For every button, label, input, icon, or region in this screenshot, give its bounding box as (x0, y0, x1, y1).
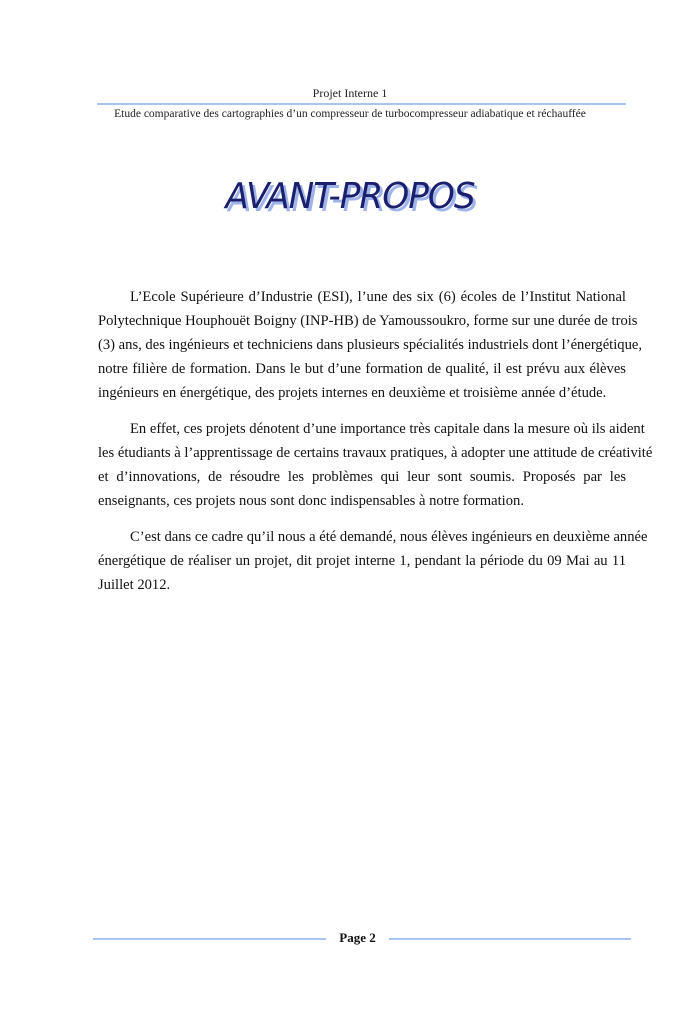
text-line: enseignants, ces projets nous sont donc indispensables à notre formation. (98, 493, 524, 509)
text-line: En effet, ces projets dénotent d’une importance très capitale dans la mesure où ils aident (130, 421, 645, 437)
header-subtitle: Etude comparative des cartographies d’un compresseur de turbocompresseur adiabatique et réchauffée (114, 108, 586, 120)
text-line: Polytechnique Houphouët Boigny (INP-HB) de Yamoussoukro, forme sur une durée de trois (98, 313, 638, 329)
text-line: (3) ans, des ingénieurs et techniciens dans plusieurs spécialités industriels dont l’énergétique, (98, 337, 643, 353)
page-heading: AVANT-PROPOS (225, 176, 475, 217)
text-line: notre filière de formation. Dans le but d’une formation de qualité, il est prévu aux élèves (98, 361, 626, 377)
paragraph-1 (98, 285, 643, 405)
paragraph-2 (98, 417, 653, 513)
text-line: Juillet 2012. (98, 577, 171, 593)
text-line: et d’innovations, de résoudre les problèmes qui leur sont soumis. Proposés par les (98, 469, 626, 485)
footer-rule-left (93, 938, 326, 940)
footer-rule-right (389, 938, 631, 940)
text-line: L’Ecole Supérieure d’Industrie (ESI), l’une des six (6) écoles de l’Institut National (130, 289, 626, 305)
text-line: énergétique de réaliser un projet, dit projet interne 1, pendant la période du 09 Mai au 11 (98, 553, 626, 569)
page-number: Page 2 (339, 930, 376, 945)
text-line: les étudiants à l’apprentissage de certains travaux pratiques, à adopter une attitude de créativité (98, 445, 653, 461)
text-line: C’est dans ce cadre qu’il nous a été demandé, nous élèves ingénieurs en deuxième année (130, 529, 648, 545)
header-rule (97, 103, 626, 105)
header-title: Projet Interne 1 (312, 86, 388, 100)
text-line: ingénieurs en énergétique, des projets internes en deuxième et troisième année d’étude. (98, 385, 607, 401)
paragraph-3 (98, 525, 648, 597)
